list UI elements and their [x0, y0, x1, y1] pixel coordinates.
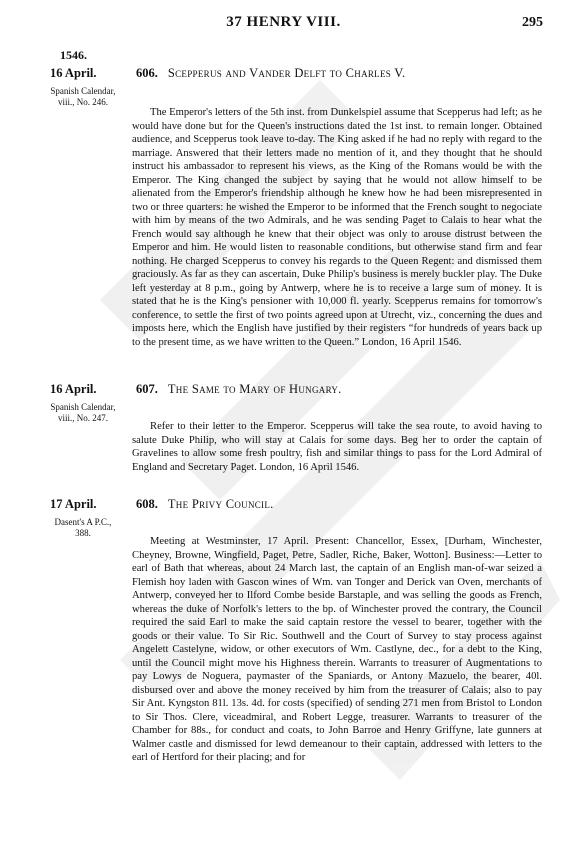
entry-title: The Same to Mary of Hungary. [167, 382, 342, 396]
entry-source: Spanish Calendar, viii., No. 247. [50, 402, 116, 423]
entry-text: Meeting at Westminster, 17 April. Present: Chancellor, Essex, [Durham, Winchester, Cheyney, Browne, Wingfield, Paget, Petre, Sadler, Riche, Baker, Wotton]. Business:—Letter to earl of Bath that whereas, about 24 March last, the captain of an English man-of-war seized a Flemish hoy laden with Gascon wines of Wm. van Tonger and Derick van Oven, merchants of Antwerp, conveyed her to Ilford Combe beside Barstaple, and was selling the goods as French, whereas the duke of Norfolk's letters to the bp. of Winchester proved the contrary, the Council required the said Earl to make the said captain restore the vessel to bearer, together with the goods or their value. To Sir Ric. Southwell and the Court of Survey to stay process against Angelett Castelyne, widow, or other executors of Wm. Castlyne, dec., for a debt to the King, until the Council might move his Highness therein. Warrants to treasurer of Augmentations to pay Lowys de Noguera, paymaster of the Spaniards, or Antony Mazuelo, the bearer, 40l. disbursed over and above the money received by him from the treasurer of Calais; also to pay Sir Ant. Kyngston 81l. 13s. 4d. for costs (specified) of sending 271 men from Bristol to London to Sir Thos. Clere, viceadmiral, and Robert Legge, treasurer. Warrants to treasurer of the Chamber for 88s., for conduct and coats, to John Barroe and Henry Griffyne, late gunners at Walmer castle and dismissed for lewd demeanour to their captain, addressed with letters to the earl of Hertford for their placing; and for [132, 536, 542, 763]
entry-source: Dasent's A P.C., 388. [54, 517, 112, 538]
entry-source: Spanish Calendar, viii., No. 246. [50, 86, 116, 107]
entry-title: Scepperus and Vander Delft to Charles V. [167, 66, 406, 80]
entry-number: 608. [136, 497, 158, 511]
entry-date: 16 April. [50, 66, 97, 80]
entry-text: Refer to their letter to the Emperor. Scepperus will take the sea route, to avoid having to salute Duke Philip, who will stay at Calais for some days. Beg her to order the captain of Gravelines to allow some fresh poultry, fish and similar things to pass for the Lord Admiral of England and Secretary Paget. London, 16 April 1546. [132, 421, 542, 473]
entry-text: The Emperor's letters of the 5th inst. from Dunkelspiel assume that Scepperus had left; as he would have done but for the Queen's instructions dated the 1st inst. to remain longer. Obtained audience, and Scepperus took leave to-day. The King asked if he had no reply with regard to the marriage. Answered that their letters made no mention of it, and they thought that he should instruct his ambassador to represent his views, as the King of the Romans would be with the Emperor. The King changed the subject by saying that he would not allow himself to be alienated from the Emperor's friendship although he knew how he had been misrepresented in two or three quarters: he wished the Emperor to be informed that the French sought to negociate with him by means of the two Admirals, and he was sending Paget to Calais to hear what the French would say although he knew that their object was only to arouse distrust between the Emperor and him. He would listen to reasonable conditions, but otherwise stand firm and fear nothing. He charged Scepperus to convey his regards to the Queen Regent: and dismissed them graciously. As far as they can ascertain, Duke Philip's business is merely buckler play. The Duke left yesterday at 8 p.m., going by Antwerp, where he is to receive a large sum of money. It is stated that he is the King's pensioner with 10,000 fl. yearly. Scepperus remains for tomorrow's conference, to settle the first of two points agreed upon at Utrecht, viz., concerning the dues and imposts here, which the English have justified by their registers “for hundreds of years back up to the present time, as we have written to the Queen.” London, 16 April 1546. [132, 107, 543, 348]
entry-date: 17 April. [50, 497, 97, 511]
running-head [0, 12, 567, 34]
entry-date: 16 April. [50, 382, 97, 396]
margin-year: 1546. [60, 48, 87, 62]
entry-heading [136, 497, 274, 512]
entry-number: 607. [136, 382, 158, 396]
running-head-title: 37 HENRY VIII. [226, 14, 341, 30]
entry-number: 606. [136, 66, 158, 80]
page-number: 295 [522, 15, 543, 30]
entry-title: The Privy Council. [167, 497, 274, 511]
entry-heading [136, 66, 405, 81]
entry-heading [136, 382, 342, 397]
